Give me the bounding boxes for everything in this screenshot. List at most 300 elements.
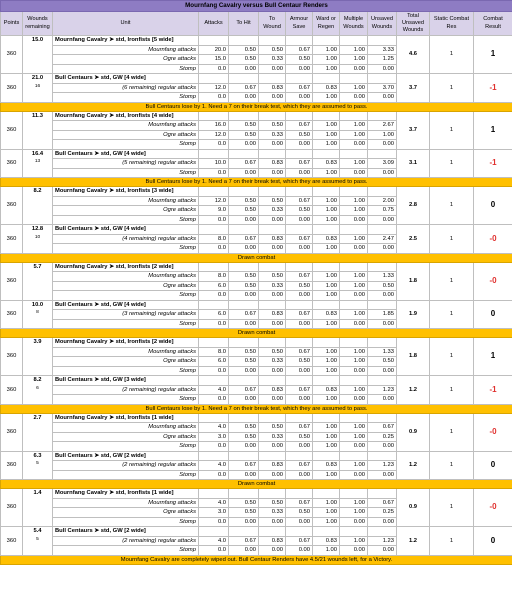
stat-value: 1.00 [313,546,340,556]
unit-name: Mournfang Cavalry ➤ std, Ironfists [4 wide] [53,111,199,121]
stat-value: 0.67 [286,498,313,508]
empty-cell [340,451,368,461]
stat-value: 10.0 [199,159,229,169]
empty-cell [229,527,259,537]
stat-value: 1.00 [313,45,340,55]
header-static-res: Static Combat Res [430,12,474,36]
round-outcome-text: Drawn combat [1,480,512,489]
attack-type: Stomp [53,366,199,376]
unit-points: 360 [1,527,23,556]
stat-value: 0.83 [259,83,286,93]
empty-cell [229,376,259,386]
models-remaining: 10 [34,234,41,240]
stat-value: 1.00 [313,215,340,225]
stat-value: 0.00 [368,244,397,254]
wounds-remaining: 16.4 [31,150,44,157]
stat-value: 0.00 [286,140,313,150]
combat-result: -0 [474,489,512,527]
attack-type: Ogre attacks [53,130,199,140]
stat-value: 0.00 [340,546,368,556]
stat-value: 0.0 [199,442,229,452]
unit-points: 360 [1,338,23,376]
stat-value: 8.0 [199,272,229,282]
stat-value: 1.00 [368,130,397,140]
attack-type: Stomp [53,546,199,556]
stat-value: 0.67 [229,385,259,395]
unit-block-row [1,74,512,84]
unit-block-row [1,149,512,159]
stat-value: 0.00 [259,64,286,74]
empty-cell [259,300,286,310]
static-combat-res: 1 [430,225,474,254]
empty-cell [286,489,313,499]
stat-value: 0.0 [199,470,229,480]
models-remaining: 13 [34,159,41,164]
empty-cell [368,451,397,461]
stat-value: 1.00 [313,395,340,405]
stat-value: 0.00 [286,517,313,527]
empty-cell [229,489,259,499]
round-outcome-text: Bull Centaurs lose by 1. Need a 7 on their break test, which they are assumed to pass. [1,102,512,111]
stat-value: 0.00 [286,442,313,452]
unit-points: 360 [1,111,23,149]
empty-cell [286,74,313,84]
stat-value: 4.0 [199,385,229,395]
stat-value: 0.83 [313,234,340,244]
unit-block-row [1,527,512,537]
empty-cell [313,338,340,348]
stat-value: 0.67 [286,347,313,357]
stat-value: 0.50 [286,432,313,442]
round-outcome-text: Bull Centaurs lose by 1. Need a 7 on their break test, which they are assumed to pass. [1,404,512,413]
stat-value: 0.00 [259,470,286,480]
empty-cell [286,527,313,537]
empty-cell [313,36,340,46]
attack-type: (2 remaining) regular attacks [53,461,199,471]
stat-value: 0.83 [313,385,340,395]
empty-cell [313,451,340,461]
stat-value: 1.00 [313,272,340,282]
empty-cell [199,111,229,121]
unit-block-row [1,300,512,310]
models-remaining: 8 [36,310,39,315]
unit-points: 360 [1,36,23,74]
empty-cell [313,376,340,386]
total-unsaved-wounds: 1.9 [397,300,430,329]
wounds-remaining: 15.0 [31,37,44,43]
wounds-remaining: 5.4 [33,528,42,534]
wounds-remaining: 21.0 [31,75,44,81]
static-combat-res: 1 [430,187,474,225]
stat-value: 1.00 [313,130,340,140]
stat-value: 0.00 [340,395,368,405]
empty-cell [368,36,397,46]
stat-value: 1.00 [340,206,368,216]
empty-cell [259,527,286,537]
stat-value: 0.33 [259,357,286,367]
stat-value: 0.0 [199,319,229,329]
stat-value: 1.00 [313,244,340,254]
attack-type: Mournfang attacks [53,45,199,55]
empty-cell [368,338,397,348]
stat-value: 0.25 [368,508,397,518]
stat-value: 0.50 [229,432,259,442]
stat-value: 1.00 [313,281,340,291]
stat-value: 0.0 [199,517,229,527]
unit-block-row [1,262,512,272]
stat-value: 0.00 [368,442,397,452]
stat-value: 0.67 [286,196,313,206]
static-combat-res: 1 [430,413,474,451]
empty-cell [259,225,286,235]
attack-type: Mournfang attacks [53,347,199,357]
stat-value: 1.00 [313,517,340,527]
stat-value: 15.0 [199,55,229,65]
attack-type: (2 remaining) regular attacks [53,536,199,546]
empty-cell [229,262,259,272]
unit-points: 360 [1,413,23,451]
wounds-remaining: 8.2 [33,188,42,194]
empty-cell [229,451,259,461]
stat-value: 4.0 [199,536,229,546]
stat-value: 0.00 [340,93,368,103]
attack-type: Mournfang attacks [53,498,199,508]
header-total-unsaved: Total Unsaved Wounds [397,12,430,36]
wounds-remaining-cell [23,413,53,451]
stat-value: 0.00 [229,470,259,480]
stat-value: 0.0 [199,140,229,150]
stat-value: 0.00 [286,546,313,556]
attack-type: Stomp [53,215,199,225]
wounds-remaining: 11.3 [32,112,43,119]
header-combat-result: Combat Result [474,12,512,36]
wounds-remaining-cell [23,451,53,480]
stat-value: 0.00 [368,140,397,150]
stat-value: 1.00 [313,470,340,480]
stat-value: 1.00 [340,498,368,508]
stat-value: 2.67 [368,121,397,131]
stat-value: 0.00 [229,140,259,150]
empty-cell [199,36,229,46]
wounds-remaining-cell [23,36,53,74]
stat-value: 16.0 [199,121,229,131]
stat-value: 6.0 [199,310,229,320]
round-outcome-text: Bull Centaurs lose by 1. Need a 7 on their break test, which they are assumed to pass. [1,178,512,187]
stat-value: 4.0 [199,461,229,471]
stat-value: 1.85 [368,310,397,320]
stat-value: 1.00 [340,357,368,367]
unit-name: Bull Centaurs ➤ std, GW [4 wide] [53,74,199,84]
stat-value: 0.00 [259,93,286,103]
models-remaining: 5 [36,536,39,542]
empty-cell [259,74,286,84]
unit-name: Bull Centaurs ➤ std, GW [2 wide] [53,451,199,461]
stat-value: 0.83 [313,461,340,471]
empty-cell [340,187,368,197]
header-wounds-remaining: Wounds remaining [23,12,53,36]
stat-value: 0.00 [286,366,313,376]
unit-points: 360 [1,187,23,225]
empty-cell [340,300,368,310]
wounds-remaining: 2.7 [33,414,42,421]
stat-value: 0.33 [259,130,286,140]
empty-cell [259,187,286,197]
stat-value: 4.0 [199,498,229,508]
stat-value: 0.50 [229,357,259,367]
stat-value: 0.83 [313,159,340,169]
stat-value: 0.0 [199,546,229,556]
table-title: Mournfang Cavalry versus Bull Centaur Renders [1,1,512,12]
combat-result: 1 [474,111,512,149]
total-unsaved-wounds: 1.2 [397,376,430,405]
attack-type: Ogre attacks [53,357,199,367]
stat-value: 0.00 [286,168,313,178]
stat-value: 3.33 [368,45,397,55]
unit-block-row [1,111,512,121]
stat-value: 1.00 [313,196,340,206]
combat-result: -0 [474,413,512,451]
stat-value: 0.67 [229,536,259,546]
unit-points: 360 [1,74,23,103]
stat-value: 0.00 [368,215,397,225]
stat-value: 0.50 [259,498,286,508]
static-combat-res: 1 [430,376,474,405]
round-outcome-banner [1,329,512,338]
empty-cell [199,413,229,423]
empty-cell [313,300,340,310]
stat-value: 0.67 [229,234,259,244]
wounds-remaining: 10.0 [31,301,44,308]
stat-value: 1.00 [340,281,368,291]
stat-value: 1.00 [340,423,368,433]
total-unsaved-wounds: 1.2 [397,451,430,480]
empty-cell [286,300,313,310]
stat-value: 0.50 [286,281,313,291]
stat-value: 0.83 [313,310,340,320]
unit-points: 360 [1,300,23,329]
combat-result: 0 [474,187,512,225]
stat-value: 1.33 [368,272,397,282]
stat-value: 3.70 [368,83,397,93]
wounds-remaining-cell [23,489,53,527]
stat-value: 1.25 [368,55,397,65]
empty-cell [340,338,368,348]
stat-value: 0.00 [259,546,286,556]
round-outcome-banner [1,480,512,489]
stat-value: 6.0 [199,357,229,367]
empty-cell [259,149,286,159]
wounds-remaining-cell [23,527,53,556]
stat-value: 1.00 [340,121,368,131]
unit-block-row [1,413,512,423]
stat-value: 0.00 [229,93,259,103]
stat-value: 0.00 [259,291,286,301]
empty-cell [259,489,286,499]
attack-type: Stomp [53,517,199,527]
header-to-wound: To Wound [259,12,286,36]
header-ward-regen: Ward or Regen [313,12,340,36]
stat-value: 0.0 [199,395,229,405]
empty-cell [229,187,259,197]
attack-type: (3 remaining) regular attacks [53,310,199,320]
stat-value: 0.67 [229,83,259,93]
empty-cell [259,262,286,272]
stat-value: 1.00 [340,310,368,320]
total-unsaved-wounds: 0.9 [397,489,430,527]
combat-result: 0 [474,527,512,556]
stat-value: 0.00 [340,366,368,376]
stat-value: 0.67 [286,272,313,282]
empty-cell [286,36,313,46]
stat-value: 1.00 [340,55,368,65]
stat-value: 0.0 [199,291,229,301]
empty-cell [199,149,229,159]
stat-value: 0.00 [340,291,368,301]
combat-result: 0 [474,451,512,480]
total-unsaved-wounds: 1.8 [397,262,430,300]
stat-value: 0.00 [368,546,397,556]
attack-type: Stomp [53,168,199,178]
stat-value: 0.83 [259,461,286,471]
models-remaining: 5 [36,461,39,466]
stat-value: 0.00 [259,244,286,254]
stat-value: 1.00 [340,159,368,169]
empty-cell [229,36,259,46]
wounds-remaining: 5.7 [33,263,42,270]
empty-cell [340,413,368,423]
header-points: Points [1,12,23,36]
stat-value: 0.50 [229,196,259,206]
static-combat-res: 1 [430,262,474,300]
stat-value: 0.00 [368,64,397,74]
stat-value: 0.00 [368,93,397,103]
wounds-remaining-cell [23,225,53,254]
stat-value: 0.67 [286,423,313,433]
stat-value: 0.50 [259,423,286,433]
total-unsaved-wounds: 1.8 [397,338,430,376]
stat-value: 0.67 [286,385,313,395]
attack-type: Stomp [53,93,199,103]
stat-value: 0.50 [286,130,313,140]
unit-block-row [1,187,512,197]
stat-value: 0.0 [199,244,229,254]
empty-cell [313,74,340,84]
stat-value: 0.00 [259,140,286,150]
stat-value: 0.50 [259,196,286,206]
attack-type: (5 remaining) regular attacks [53,159,199,169]
combat-result: -1 [474,74,512,103]
stat-value: 0.33 [259,55,286,65]
stat-value: 0.00 [229,366,259,376]
stat-value: 1.00 [340,272,368,282]
stat-value: 1.00 [313,508,340,518]
stat-value: 0.00 [340,64,368,74]
empty-cell [340,111,368,121]
wounds-remaining-cell [23,74,53,103]
unit-name: Bull Centaurs ➤ std, GW [4 wide] [53,300,199,310]
wounds-remaining-cell [23,338,53,376]
empty-cell [313,111,340,121]
unit-block-row [1,36,512,46]
empty-cell [229,338,259,348]
unit-name: Bull Centaurs ➤ std, GW [2 wide] [53,527,199,537]
stat-value: 1.23 [368,385,397,395]
attack-type: (2 remaining) regular attacks [53,385,199,395]
stat-value: 1.00 [313,357,340,367]
stat-value: 0.25 [368,432,397,442]
attack-type: Stomp [53,291,199,301]
stat-value: 0.00 [259,517,286,527]
stat-value: 0.50 [286,206,313,216]
attack-type: Stomp [53,395,199,405]
stat-value: 0.83 [259,536,286,546]
stat-value: 1.00 [313,366,340,376]
stat-value: 0.33 [259,508,286,518]
stat-value: 0.00 [286,64,313,74]
round-outcome-banner [1,178,512,187]
wounds-remaining: 12.8 [31,226,44,232]
stat-value: 0.50 [259,272,286,282]
stat-value: 1.00 [313,168,340,178]
stat-value: 1.00 [340,45,368,55]
empty-cell [313,149,340,159]
stat-value: 1.00 [340,83,368,93]
stat-value: 0.50 [286,55,313,65]
empty-cell [259,451,286,461]
stat-value: 0.00 [340,517,368,527]
static-combat-res: 1 [430,300,474,329]
stat-value: 0.83 [313,536,340,546]
stat-value: 0.00 [340,319,368,329]
stat-value: 0.00 [229,395,259,405]
stat-value: 0.00 [286,470,313,480]
stat-value: 0.83 [259,159,286,169]
attack-type: Ogre attacks [53,206,199,216]
combat-result: -0 [474,262,512,300]
stat-value: 0.0 [199,64,229,74]
stat-value: 0.00 [368,395,397,405]
wounds-remaining-cell [23,111,53,149]
stat-value: 1.00 [313,442,340,452]
static-combat-res: 1 [430,74,474,103]
header-attacks: Attacks [199,12,229,36]
empty-cell [229,300,259,310]
empty-cell [368,74,397,84]
empty-cell [340,376,368,386]
unit-name: Bull Centaurs ➤ std, GW [4 wide] [53,225,199,235]
stat-value: 1.00 [313,93,340,103]
round-outcome-text: Drawn combat [1,253,512,262]
stat-value: 0.0 [199,215,229,225]
total-unsaved-wounds: 1.2 [397,527,430,556]
attack-type: (4 remaining) regular attacks [53,234,199,244]
stat-value: 12.0 [199,130,229,140]
empty-cell [368,489,397,499]
stat-value: 0.50 [259,347,286,357]
empty-cell [368,149,397,159]
stat-value: 20.0 [199,45,229,55]
stat-value: 1.00 [340,508,368,518]
empty-cell [199,187,229,197]
stat-value: 0.00 [229,291,259,301]
stat-value: 0.00 [340,244,368,254]
stat-value: 0.33 [259,432,286,442]
stat-value: 0.00 [259,319,286,329]
stat-value: 0.50 [286,508,313,518]
wounds-remaining: 3.9 [33,339,42,345]
stat-value: 0.67 [229,310,259,320]
empty-cell [199,376,229,386]
